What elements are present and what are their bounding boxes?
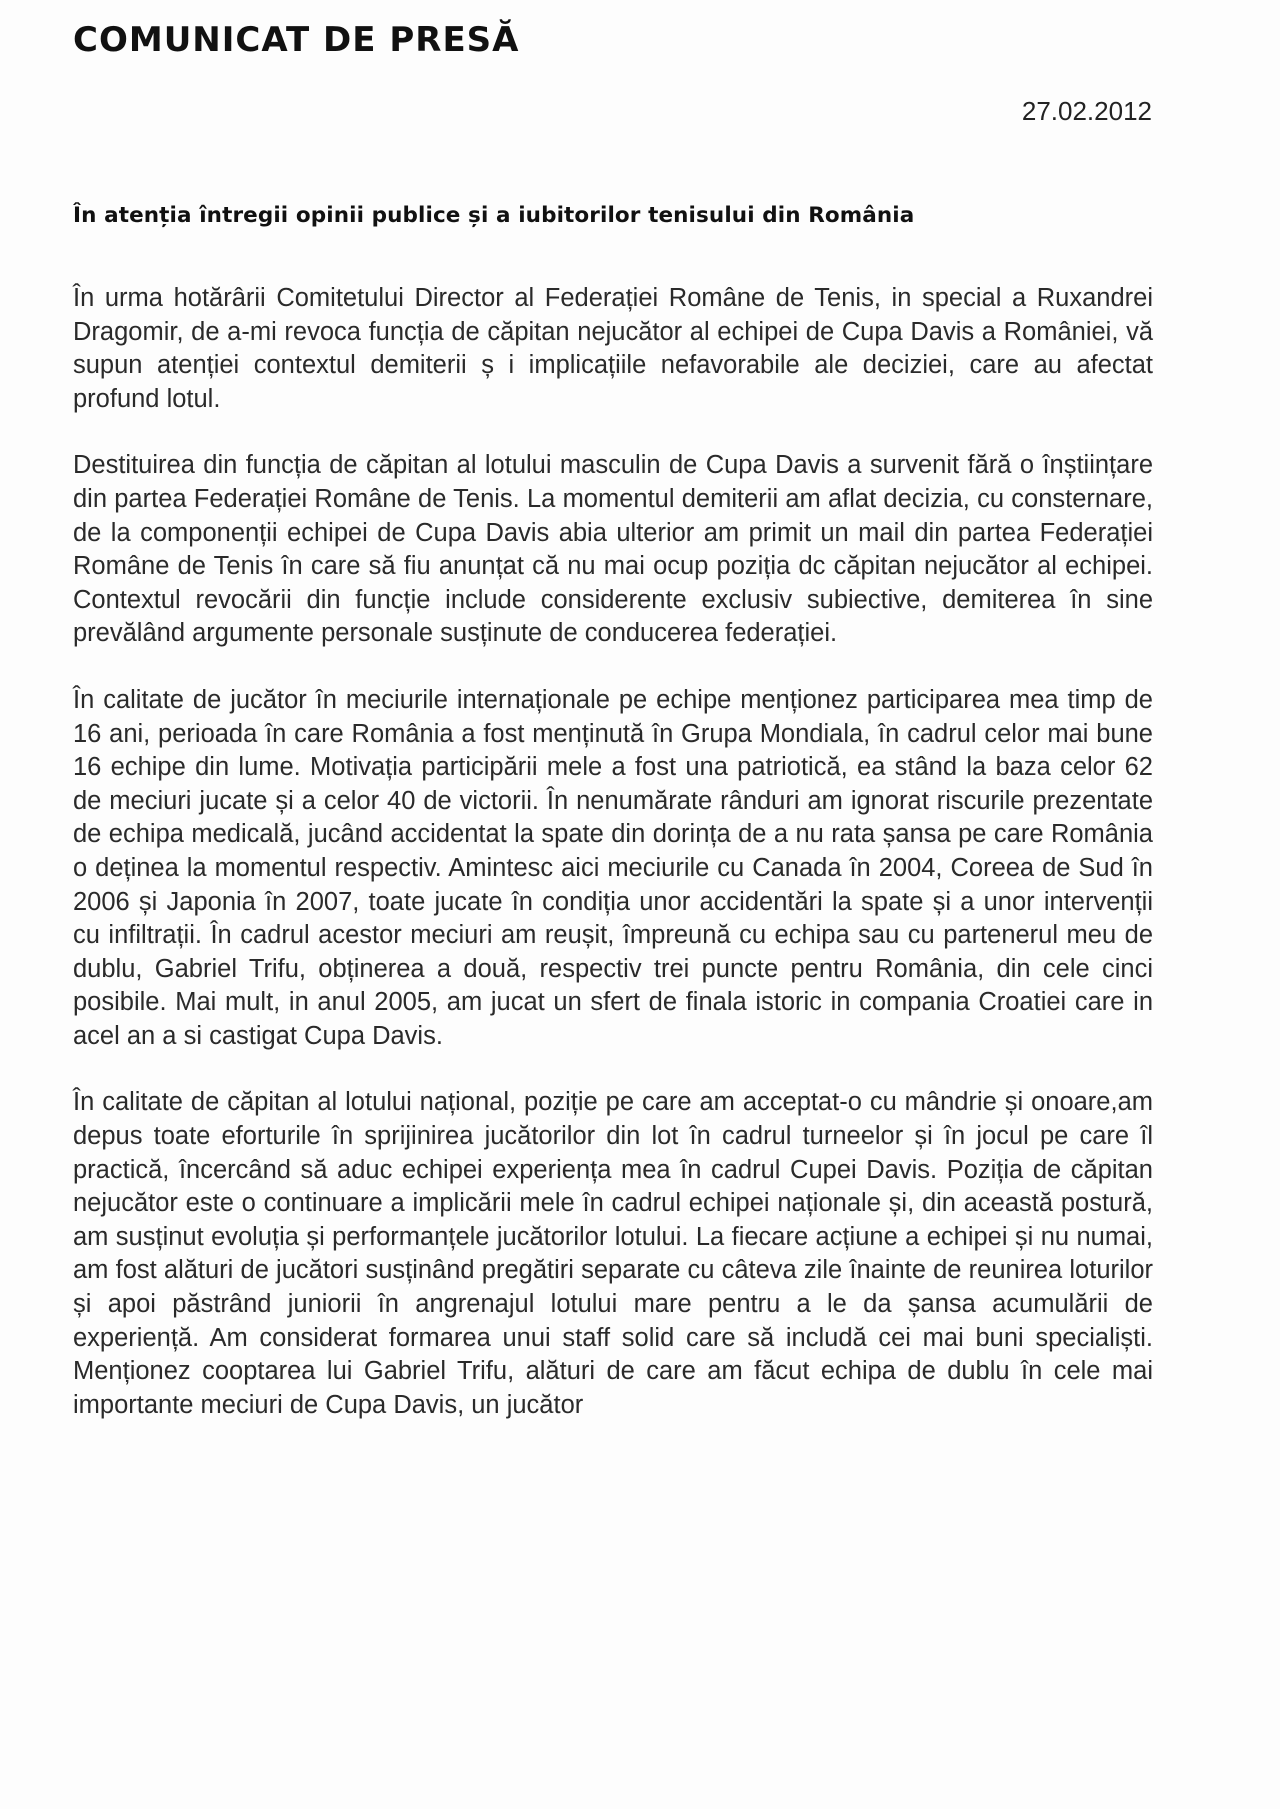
- paragraph-4: În calitate de căpitan al lotului național, poziție pe care am acceptat-o cu mândrie și onoare,am depus toate eforturile în sprijinirea jucătorilor din lot în cadrul turneelor și în jocul pe care îl practică, încercând să aduc echipei experiența mea în cadrul Cupei Davis. Poziția de căpitan nejucător este o continuare a implicării mele în cadrul echipei naționale și, din această postură, am susținut evoluția și performanțele jucătorilor lotului. La fiecare acțiune a echipei și nu numai, am fost alături de jucători susținând pregătiri separate cu câteva zile înainte de reunirea loturilor și apoi păstrând juniorii în angrenajul lotului mare pentru a le da șansa acumulării de experiență. Am considerat formarea unui staff solid care să includă cei mai buni specialiști. Menționez cooptarea lui Gabriel Trifu, alături de care am făcut echipa de dublu în cele mai importante meciuri de Cupa Davis, un jucător: [73, 1088, 1153, 1419]
- document-body: [73, 282, 1153, 1422]
- document-header-title: COMUNICAT DE PRESĂ: [73, 20, 520, 60]
- paragraph-2: Destituirea din funcția de căpitan al lotului masculin de Cupa Davis a survenit fără o înștiințare din partea Federației Române de Tenis. La momentul demiterii am aflat decizia, cu consternare, de la componenții echipei de Cupa Davis abia ulterior am primit un mail din partea Federației Române de Tenis în care să fiu anunțat că nu mai ocup poziția dc căpitan nejucător al echipei. Contextul revocării din funcție include considerente exclusiv subiective, demiterea în sine prevălând argumente personale susținute de conducerea federației.: [73, 451, 1153, 648]
- document-date: 27.02.2012: [1021, 96, 1152, 126]
- paragraph-1: În urma hotărârii Comitetului Director al Federației Române de Tenis, in special a Ruxandrei Dragomir, de a-mi revoca funcția de căpitan nejucător al echipei de Cupa Davis a României, vă supun atenției contextul demiterii ș i implicațiile nefavorabile ale deciziei, care au afectat profund lotul.: [73, 284, 1153, 413]
- paragraph-3: În calitate de jucător în meciurile internaționale pe echipe menționez participarea mea timp de 16 ani, perioada în care România a fost menținută în Grupa Mondiala, în cadrul celor mai bune 16 echipe din lume. Motivația participării mele a fost una patriotică, ea stând la baza celor 62 de meciuri jucate și a celor 40 de victorii. În nenumărate rânduri am ignorat riscurile prezentate de echipa medicală, jucând accidentat la spate din dorința de a nu rata șansa pe care România o deținea la momentul respectiv. Amintesc aici meciurile cu Canada în 2004, Coreea de Sud în 2006 și Japonia în 2007, toate jucate în condiția unor accidentări la spate și a unor intervenții cu infiltrații. În cadrul acestor meciuri am reușit, împreună cu echipa sau cu partenerul meu de dublu, Gabriel Trifu, obținerea a două, respectiv trei puncte pentru România, din cele cinci posibile. Mai mult, in anul 2005, am jucat un sfert de finala istoric in compania Croatiei care in acel an a si castigat Cupa Davis.: [73, 685, 1153, 1050]
- document-subject: În atenția întregii opinii publice și a iubitorilor tenisului din România: [73, 203, 915, 228]
